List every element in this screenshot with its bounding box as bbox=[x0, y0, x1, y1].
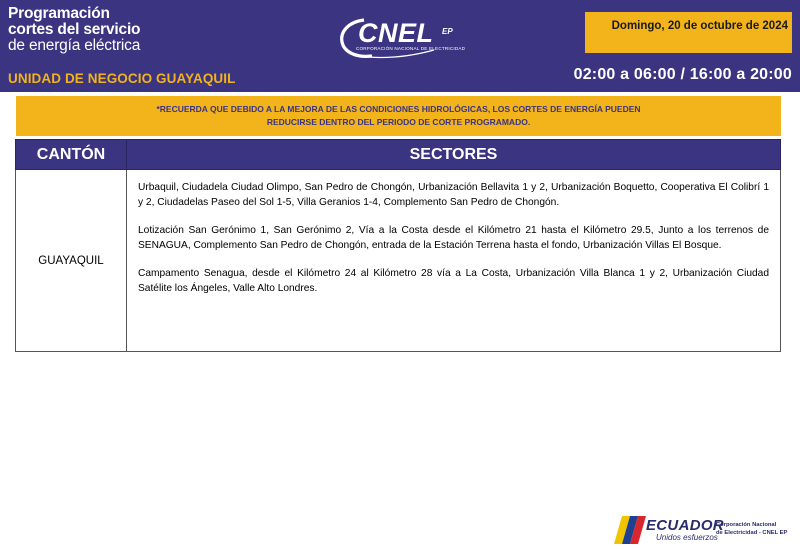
canton-cell: GUAYAQUIL bbox=[16, 170, 127, 352]
schedule-time-ranges: 02:00 a 06:00 / 16:00 a 20:00 bbox=[573, 66, 792, 83]
sector-group-3: Campamento Senagua, desde el Kilómetro 24 al Kilómetro 28 vía a La Costa, Urbanización Villa Blanca 1 y 2, Urbanización Ciudad Satélite los Ángeles, Valle Alto Londres. bbox=[138, 268, 769, 294]
ecuador-gov-logo bbox=[612, 514, 797, 546]
flag-stripes-icon bbox=[612, 516, 646, 544]
title-line-3: de energía eléctrica bbox=[8, 37, 141, 54]
schedule-date: Domingo, 20 de octubre de 2024 bbox=[611, 20, 788, 32]
header-canton: CANTÓN bbox=[16, 140, 127, 170]
footer-org-line-1: Corporación Nacional bbox=[716, 522, 777, 528]
notice-banner bbox=[16, 96, 781, 136]
outage-table bbox=[15, 139, 781, 352]
table-row bbox=[16, 170, 781, 352]
title-line-2: cortes del servicio bbox=[8, 21, 141, 38]
footer-org-line-2: de Electricidad - CNEL EP bbox=[716, 530, 788, 536]
title-line-1: Programación bbox=[8, 5, 110, 22]
sectors-cell bbox=[127, 170, 781, 352]
page-title bbox=[8, 6, 208, 54]
date-highlight-box bbox=[585, 12, 792, 53]
business-unit-label: UNIDAD DE NEGOCIO GUAYAQUIL bbox=[8, 71, 236, 86]
notice-text: *RECUERDA QUE DEBIDO A LA MEJORA DE LAS CONDICIONES HIDROLÓGICAS, LOS CORTES DE ENERGÍA PUEDEN REDUCIRSE DENTRO DEL PERIODO DE CORTE PROGRAMADO. bbox=[156, 104, 641, 127]
cnel-logo-subtitle: CORPORACIÓN NACIONAL DE ELECTRICIDAD bbox=[356, 46, 466, 51]
cnel-logo-suffix: EP bbox=[442, 27, 453, 36]
table-header-row bbox=[16, 140, 781, 170]
cnel-logo-word: CNEL bbox=[358, 18, 434, 48]
sector-group-1: Urbaquil, Ciudadela Ciudad Olimpo, San Pedro de Chongón, Urbanización Bellavita 1 y 2, Urbanización Boquetto, Cooperativa El Colibrí 1 y 2, Ciudadelas Paseo del Sol 1-5, Villa Geranios 1-4, Complemento San Pedro de Chongón. bbox=[138, 182, 769, 208]
footer-org-name bbox=[716, 521, 787, 537]
cnel-logo bbox=[338, 16, 468, 62]
ecuador-logo-word: ECUADOR bbox=[646, 517, 724, 534]
sector-group-2: Lotización San Gerónimo 1, San Gerónimo 2, Vía a la Costa desde el Kilómetro 21 hasta el Kilómetro 29.5, Junto a los terrenos de SENAGUA, Complemento San Pedro de Chongón, entrada de la Estación Terrena hasta el fondo, Urbanización Villas El Bosque. bbox=[138, 225, 769, 251]
header-sectors: SECTORES bbox=[127, 140, 781, 170]
header-banner bbox=[0, 0, 800, 92]
ecuador-slogan: Unidos esfuerzos bbox=[656, 533, 718, 542]
